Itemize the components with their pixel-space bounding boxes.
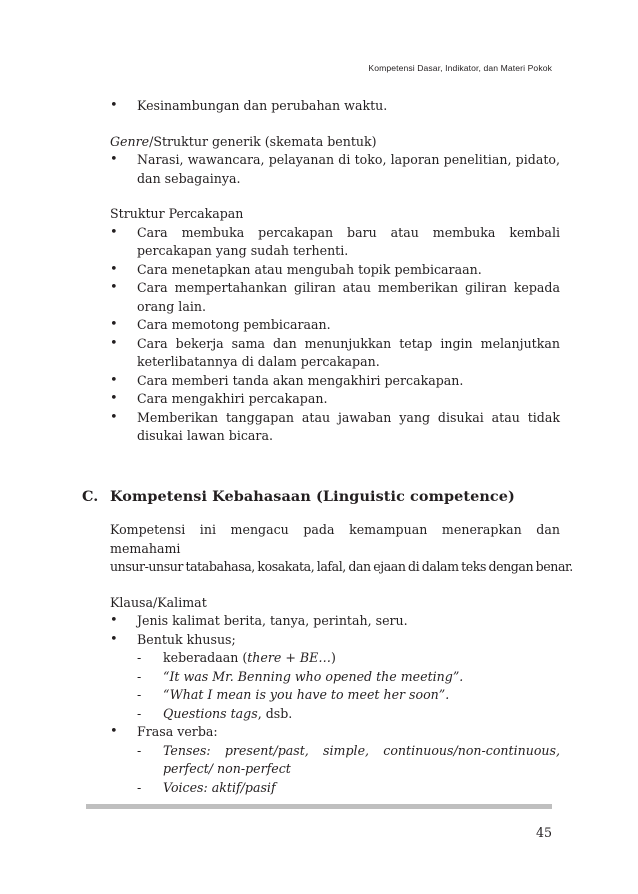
- list-item: • Cara mempertahankan giliran atau memberikan giliran kepada orang lain.: [110, 280, 560, 314]
- list-item: - Voices: aktif/pasif: [137, 779, 276, 795]
- list-item: - keberadaan (there + BE…): [137, 650, 336, 665]
- struktur-heading: Struktur Percakapan: [110, 206, 244, 221]
- running-header: Kompetensi Dasar, Indikator, dan Materi Pokok: [368, 63, 552, 73]
- bullet-icon: •: [110, 391, 118, 406]
- list-item: • Cara menetapkan atau mengubah topik pembicaraan.: [110, 261, 560, 280]
- bullet-icon: •: [110, 409, 118, 425]
- list-item: • Cara bekerja sama dan menunjukkan tetap ingin melanjutkan keterlibatannya di dalam percakapan.: [110, 335, 560, 369]
- list-item: - “What I mean is you have to meet her soon”.: [137, 687, 450, 702]
- list-item: • Bentuk khusus;: [110, 631, 560, 650]
- bullet-icon: •: [110, 280, 118, 295]
- section-c-intro-line1: Kompetensi ini mengacu pada kemampuan menerapkan dan memahami: [110, 522, 560, 556]
- struktur-list: [110, 224, 560, 446]
- list-item: - Questions tags, dsb.: [137, 705, 293, 721]
- bullet-icon: •: [110, 335, 118, 351]
- list-item: • Narasi, wawancara, pelayanan di toko, laporan penelitian, pidato, dan sebagainya.: [110, 152, 560, 186]
- frasa-list: [110, 723, 560, 742]
- list-item: • Cara memotong pembicaraan.: [110, 316, 560, 335]
- list-item: - “It was Mr. Benning who opened the meeting”.: [137, 668, 464, 684]
- klausa-list: [110, 612, 560, 649]
- klausa-heading: Klausa/Kalimat: [110, 594, 207, 610]
- bullet-icon: •: [110, 261, 118, 277]
- footer-divider: [86, 804, 552, 809]
- top-bullet-list: [110, 97, 560, 116]
- section-c-intro-line2: unsur-unsur tatabahasa, kosakata, lafal, dan ejaan di dalam teks dengan benar.: [110, 559, 573, 574]
- section-c-title: C. Kompetensi Kebahasaan (Linguistic competence): [82, 488, 515, 505]
- list-item: • Cara memberi tanda akan mengakhiri percakapan.: [110, 372, 560, 391]
- bullet-icon: •: [110, 724, 118, 739]
- genre-list: [110, 151, 560, 188]
- bullet-icon: •: [110, 317, 118, 332]
- list-item: • Frasa verba:: [110, 723, 560, 742]
- list-item: • Cara mengakhiri percakapan.: [110, 390, 560, 409]
- list-item: - Tenses: present/past, simple, continuous/non-continuous, perfect/ non-perfect: [137, 742, 560, 776]
- content-block-1: [110, 97, 560, 446]
- frasa-verba-list: [110, 742, 560, 798]
- bullet-icon: •: [110, 98, 118, 113]
- bentuk-khusus-list: [110, 649, 560, 723]
- bullet-icon: •: [110, 152, 118, 167]
- genre-heading: Genre/Struktur generik (skemata bentuk): [110, 133, 377, 149]
- list-item: • Jenis kalimat berita, tanya, perintah, seru.: [110, 612, 560, 631]
- list-item: • Kesinambungan dan perubahan waktu.: [110, 97, 560, 116]
- bullet-icon: •: [110, 224, 118, 240]
- bullet-icon: •: [110, 613, 118, 628]
- list-item: • Cara membuka percakapan baru atau membuka kembali percakapan yang sudah terhenti.: [110, 224, 560, 258]
- content-block-2: [110, 521, 573, 797]
- bullet-icon: •: [110, 631, 118, 647]
- page-number: 45: [535, 825, 552, 840]
- bullet-icon: •: [110, 372, 118, 388]
- list-item: • Memberikan tanggapan atau jawaban yang disukai atau tidak disukai lawan bicara.: [110, 409, 560, 443]
